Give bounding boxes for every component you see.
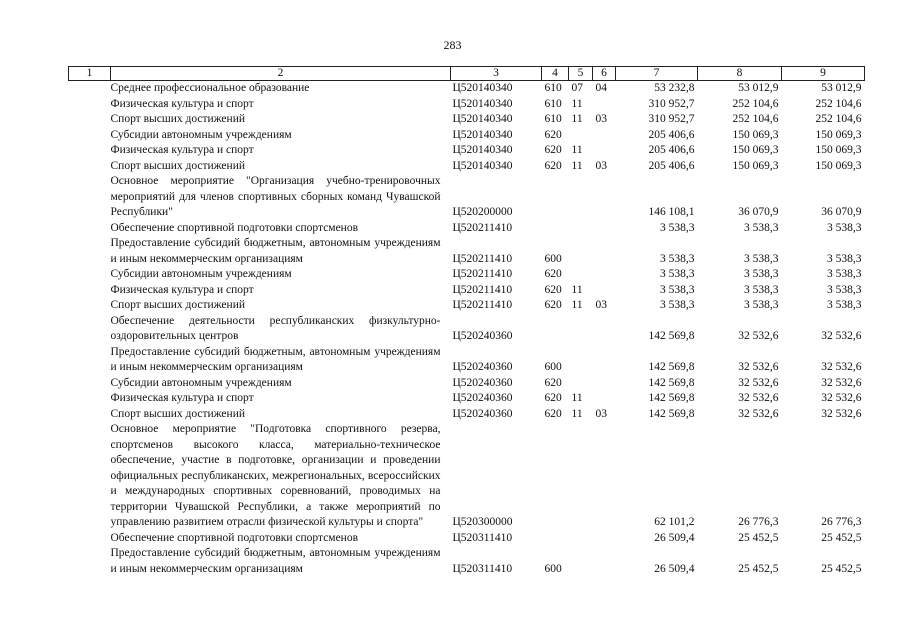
row-col4-cell: 620 — [544, 268, 562, 280]
row-number-cell — [69, 174, 111, 221]
row-col4-cell — [542, 174, 569, 221]
column-header-4: 4 — [542, 67, 569, 81]
column-header-9: 9 — [782, 67, 865, 81]
table-row — [69, 376, 865, 392]
row-col5-cell — [569, 314, 593, 345]
row-col6-cell — [593, 236, 616, 267]
row-col5-cell: 11 — [571, 407, 583, 420]
row-value9-cell: 32 532,6 — [821, 407, 862, 420]
row-col6-cell — [593, 221, 616, 237]
row-name-cell: Субсидии автономным учреждениям — [110, 128, 292, 141]
row-col4-cell: 600 — [544, 252, 562, 265]
row-value9-cell: 3 538,3 — [827, 221, 862, 234]
row-value9-cell: 32 532,6 — [821, 376, 862, 389]
table-row — [69, 345, 865, 376]
row-code-cell: Ц520240360 — [452, 361, 513, 373]
row-number-cell — [69, 128, 111, 144]
row-value7-cell: 26 509,4 — [654, 531, 695, 544]
row-name-cell: Основное мероприятие "Организация учебно-тренировочных мероприятий для членов спортивных сборных команд Чувашской Республики" — [110, 175, 441, 218]
page-number: 283 — [443, 38, 462, 52]
row-code-cell: Ц520140340 — [452, 128, 513, 141]
row-code-cell: Ц520300000 — [452, 516, 513, 528]
row-col5-cell: 11 — [571, 159, 583, 172]
row-col6-cell: 03 — [595, 159, 607, 172]
row-value7-cell: 62 101,2 — [654, 516, 695, 528]
column-header-8: 8 — [698, 67, 782, 81]
row-number-cell — [69, 345, 111, 376]
row-col6-cell — [593, 422, 616, 531]
table-row — [69, 283, 865, 299]
row-code-cell: Ц520211410 — [452, 221, 513, 234]
row-col4-cell: 620 — [544, 144, 562, 156]
row-number-cell — [69, 236, 111, 267]
row-value8-cell: 150 069,3 — [732, 144, 779, 156]
row-number-cell — [69, 407, 111, 423]
row-number-cell — [69, 298, 111, 314]
row-name-cell: Спорт высших достижений — [110, 407, 246, 420]
row-value7-cell: 142 569,8 — [648, 376, 695, 389]
row-number-cell — [69, 283, 111, 299]
row-name-cell: Предоставление субсидий бюджетным, автономным учреждениям и иным некоммерческим организациям — [110, 237, 441, 265]
row-code-cell: Ц520211410 — [452, 283, 513, 296]
row-name-cell: Физическая культура и спорт — [110, 392, 254, 404]
row-col6-cell — [593, 546, 616, 577]
row-value8-cell: 252 104,6 — [732, 113, 779, 125]
row-col5-cell — [569, 531, 593, 547]
row-code-cell: Ц520140340 — [452, 97, 513, 110]
row-value7-cell: 205 406,6 — [648, 144, 695, 156]
row-value7-cell: 53 232,8 — [654, 82, 695, 94]
row-col5-cell: 11 — [571, 113, 583, 125]
row-value7-cell: 142 569,8 — [648, 361, 695, 373]
row-col5-cell — [569, 221, 593, 237]
row-col5-cell — [569, 422, 593, 531]
budget-table — [68, 66, 865, 577]
row-col4-cell: 620 — [544, 392, 562, 404]
row-col4-cell — [542, 221, 569, 237]
row-number-cell — [69, 143, 111, 159]
row-code-cell: Ц520240360 — [452, 392, 513, 404]
row-value7-cell: 3 538,3 — [660, 252, 695, 265]
row-value9-cell: 32 532,6 — [821, 330, 862, 342]
row-number-cell — [69, 376, 111, 392]
row-code-cell: Ц520211410 — [452, 252, 513, 265]
row-code-cell: Ц520211410 — [452, 268, 513, 280]
row-col6-cell — [593, 531, 616, 547]
row-code-cell: Ц520311410 — [452, 562, 513, 575]
row-col5-cell: 11 — [571, 392, 583, 404]
row-number-cell — [69, 422, 111, 531]
row-value9-cell: 150 069,3 — [815, 144, 862, 156]
row-value8-cell: 36 070,9 — [738, 206, 779, 218]
row-name-cell: Основное мероприятие "Подготовка спортивного резерва, спортсменов высокого класса, материально-техническое обеспечение, участие в подготовке, организации и проведении официальных республиканских, межрегиональных, всероссийских и международных спортивных соревнований, проводимых на территории Чувашской Республики, а также мероприятий по управлению развитием отрасли физической культуры и спорта" — [110, 423, 441, 528]
row-col5-cell — [569, 345, 593, 376]
row-value8-cell: 26 776,3 — [738, 516, 779, 528]
row-col4-cell: 620 — [544, 376, 562, 389]
row-code-cell: Ц520211410 — [452, 299, 513, 311]
row-value9-cell: 3 538,3 — [827, 283, 862, 296]
row-value8-cell: 53 012,9 — [738, 82, 779, 94]
row-value8-cell: 32 532,6 — [738, 407, 779, 420]
column-header-7: 7 — [616, 67, 698, 81]
row-name-cell: Физическая культура и спорт — [110, 97, 254, 110]
row-value7-cell: 3 538,3 — [660, 268, 695, 280]
row-name-cell: Обеспечение спортивной подготовки спортсменов — [110, 221, 359, 234]
table-row — [69, 159, 865, 175]
row-value8-cell: 3 538,3 — [744, 268, 779, 280]
row-col4-cell: 620 — [544, 299, 562, 311]
row-value8-cell: 252 104,6 — [732, 97, 779, 110]
row-col4-cell: 600 — [544, 361, 562, 373]
table-row — [69, 81, 865, 97]
row-number-cell — [69, 221, 111, 237]
row-col6-cell — [593, 267, 616, 283]
row-value8-cell: 32 532,6 — [738, 361, 779, 373]
row-col6-cell: 04 — [595, 82, 607, 94]
table-row — [69, 236, 865, 267]
row-value9-cell: 25 452,5 — [821, 562, 862, 575]
row-col4-cell: 600 — [544, 562, 562, 575]
row-value9-cell: 26 776,3 — [821, 516, 862, 528]
column-header-6: 6 — [593, 67, 616, 81]
table-header — [69, 67, 865, 81]
row-col5-cell — [569, 376, 593, 392]
row-col6-cell: 03 — [595, 407, 607, 420]
row-col6-cell — [593, 376, 616, 392]
table-row — [69, 174, 865, 221]
column-header-1: 1 — [69, 67, 111, 81]
row-value7-cell: 142 569,8 — [648, 407, 695, 420]
table-row — [69, 531, 865, 547]
row-col4-cell: 620 — [544, 407, 562, 420]
row-value7-cell: 142 569,8 — [648, 392, 695, 404]
row-value7-cell: 205 406,6 — [648, 159, 695, 172]
row-value8-cell: 25 452,5 — [738, 562, 779, 575]
row-col5-cell — [569, 174, 593, 221]
row-value8-cell: 32 532,6 — [738, 330, 779, 342]
row-col5-cell: 07 — [571, 82, 583, 94]
row-value9-cell: 252 104,6 — [815, 113, 862, 125]
row-col5-cell: 11 — [571, 299, 583, 311]
row-number-cell — [69, 81, 111, 97]
table-row — [69, 112, 865, 128]
row-value9-cell: 252 104,6 — [815, 97, 862, 110]
row-name-cell: Физическая культура и спорт — [110, 283, 254, 296]
table-row — [69, 97, 865, 113]
table-row — [69, 267, 865, 283]
row-value8-cell: 150 069,3 — [732, 128, 779, 141]
row-col5-cell — [569, 236, 593, 267]
row-code-cell: Ц520140340 — [452, 159, 513, 172]
row-name-cell: Среднее профессиональное образование — [110, 82, 310, 94]
table-row — [69, 298, 865, 314]
row-value7-cell: 310 952,7 — [648, 97, 695, 110]
row-name-cell: Спорт высших достижений — [110, 113, 246, 125]
row-number-cell — [69, 267, 111, 283]
row-value8-cell: 32 532,6 — [738, 376, 779, 389]
column-header-2: 2 — [111, 67, 451, 81]
row-number-cell — [69, 314, 111, 345]
row-name-cell: Субсидии автономным учреждениям — [110, 376, 292, 389]
row-col5-cell: 11 — [571, 97, 583, 110]
row-col4-cell — [542, 314, 569, 345]
row-col4-cell: 610 — [544, 82, 562, 94]
row-col5-cell — [569, 267, 593, 283]
row-value9-cell: 3 538,3 — [827, 252, 862, 265]
row-col6-cell — [593, 97, 616, 113]
row-name-cell: Физическая культура и спорт — [110, 144, 254, 156]
table-row — [69, 546, 865, 577]
row-col5-cell: 11 — [571, 283, 583, 296]
row-number-cell — [69, 159, 111, 175]
table-row — [69, 128, 865, 144]
row-value8-cell: 32 532,6 — [738, 392, 779, 404]
row-col6-cell — [593, 128, 616, 144]
row-col6-cell — [593, 391, 616, 407]
row-value7-cell: 3 538,3 — [660, 221, 695, 234]
row-name-cell: Спорт высших достижений — [110, 159, 246, 172]
row-col6-cell — [593, 283, 616, 299]
row-col4-cell: 610 — [544, 97, 562, 110]
row-value9-cell: 150 069,3 — [815, 159, 862, 172]
row-code-cell: Ц520240360 — [452, 407, 513, 420]
row-col4-cell: 620 — [544, 128, 562, 141]
row-number-cell — [69, 97, 111, 113]
row-code-cell: Ц520140340 — [452, 144, 513, 156]
row-code-cell: Ц520240360 — [452, 330, 513, 342]
row-col4-cell — [542, 422, 569, 531]
row-number-cell — [69, 531, 111, 547]
table-row — [69, 143, 865, 159]
row-col6-cell — [593, 345, 616, 376]
row-col6-cell: 03 — [595, 299, 607, 311]
row-value8-cell: 3 538,3 — [744, 221, 779, 234]
row-value7-cell: 310 952,7 — [648, 113, 695, 125]
row-value9-cell: 36 070,9 — [821, 206, 862, 218]
row-value9-cell: 3 538,3 — [827, 299, 862, 311]
row-value7-cell: 3 538,3 — [660, 299, 695, 311]
row-name-cell: Предоставление субсидий бюджетным, автономным учреждениям и иным некоммерческим организациям — [110, 547, 441, 575]
column-header-3: 3 — [451, 67, 542, 81]
table-row — [69, 391, 865, 407]
row-value9-cell: 3 538,3 — [827, 268, 862, 280]
row-number-cell — [69, 391, 111, 407]
table-row — [69, 422, 865, 531]
table-row — [69, 221, 865, 237]
row-col6-cell — [593, 143, 616, 159]
table-body — [69, 81, 865, 578]
row-col6-cell: 03 — [595, 113, 607, 125]
row-col6-cell — [593, 174, 616, 221]
row-value8-cell: 3 538,3 — [744, 283, 779, 296]
row-value7-cell: 3 538,3 — [660, 283, 695, 296]
row-code-cell: Ц520140340 — [452, 113, 513, 125]
row-value8-cell: 3 538,3 — [744, 299, 779, 311]
row-value9-cell: 25 452,5 — [821, 531, 862, 544]
table-row — [69, 314, 865, 345]
row-value7-cell: 146 108,1 — [648, 206, 695, 218]
row-value9-cell: 150 069,3 — [815, 128, 862, 141]
row-code-cell: Ц520311410 — [452, 531, 513, 544]
row-col4-cell — [542, 531, 569, 547]
row-col5-cell: 11 — [571, 144, 583, 156]
row-value9-cell: 32 532,6 — [821, 392, 862, 404]
row-name-cell: Предоставление субсидий бюджетным, автономным учреждениям и иным некоммерческим организациям — [110, 345, 441, 373]
row-number-cell — [69, 546, 111, 577]
row-col4-cell: 610 — [544, 113, 562, 125]
row-name-cell: Обеспечение деятельности республиканских физкультурно-оздоровительных центров — [110, 314, 441, 342]
row-value9-cell: 53 012,9 — [821, 82, 862, 94]
row-code-cell: Ц520140340 — [452, 82, 513, 94]
row-value9-cell: 32 532,6 — [821, 361, 862, 373]
row-value7-cell: 26 509,4 — [654, 562, 695, 575]
row-value8-cell: 3 538,3 — [744, 252, 779, 265]
row-col6-cell — [593, 314, 616, 345]
row-name-cell: Субсидии автономным учреждениям — [110, 268, 292, 280]
row-value7-cell: 142 569,8 — [648, 330, 695, 342]
row-col4-cell: 620 — [544, 283, 562, 296]
row-col5-cell — [569, 128, 593, 144]
row-value8-cell: 150 069,3 — [732, 159, 779, 172]
row-col5-cell — [569, 546, 593, 577]
row-code-cell: Ц520200000 — [452, 206, 513, 218]
row-value8-cell: 25 452,5 — [738, 531, 779, 544]
table-row — [69, 407, 865, 423]
column-header-5: 5 — [569, 67, 593, 81]
row-col4-cell: 620 — [544, 159, 562, 172]
row-name-cell: Спорт высших достижений — [110, 299, 246, 311]
row-name-cell: Обеспечение спортивной подготовки спортсменов — [110, 531, 359, 544]
row-value7-cell: 205 406,6 — [648, 128, 695, 141]
row-code-cell: Ц520240360 — [452, 376, 513, 389]
row-number-cell — [69, 112, 111, 128]
